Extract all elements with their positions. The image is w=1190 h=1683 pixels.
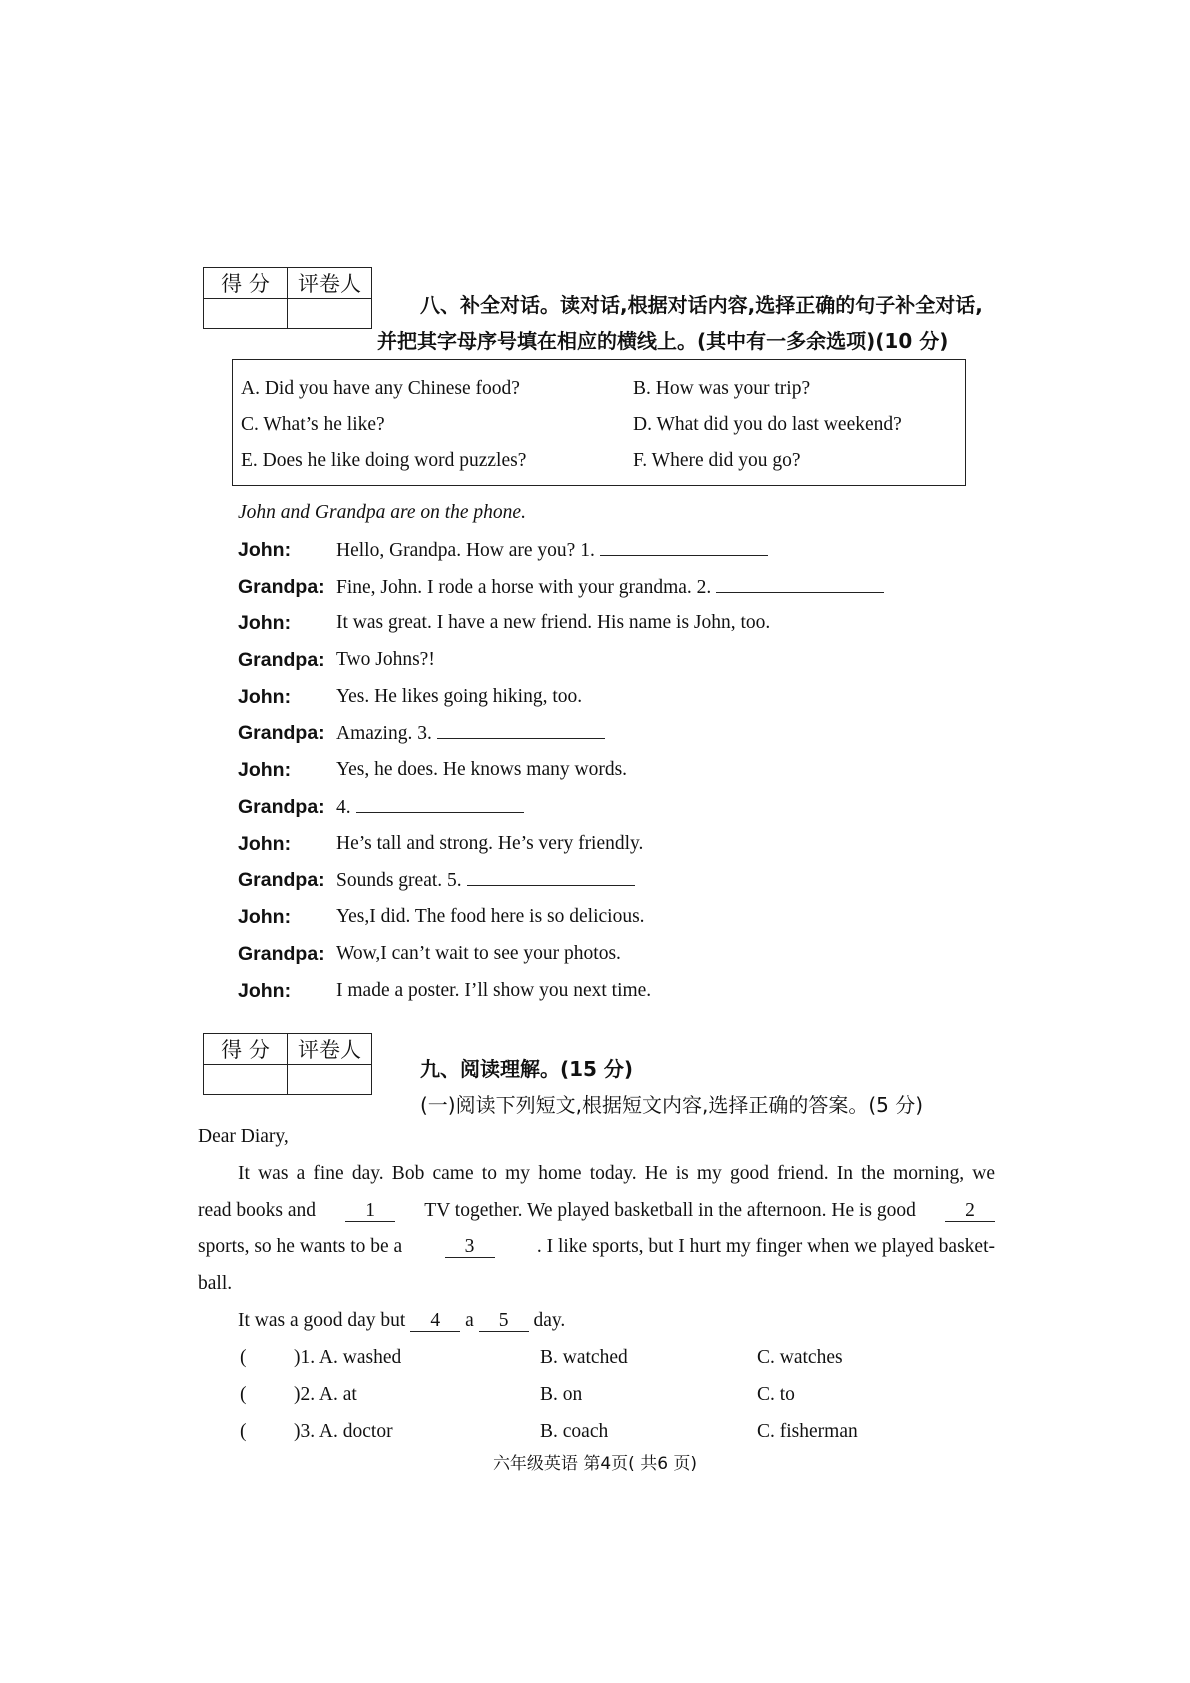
score-box-section9 (203, 1033, 372, 1095)
gap-1[interactable]: 1 (345, 1201, 395, 1222)
passage-text: a (465, 1310, 474, 1331)
option-d: D. What did you do last weekend? (633, 414, 902, 435)
answer-blank-4[interactable] (356, 796, 524, 813)
passage-text: TV together. We played basketball in the afternoon. He is good (424, 1200, 916, 1221)
dialogue-line (336, 796, 524, 819)
dialogue-text: Fine, John. I rode a horse with your grandma. 2. (336, 577, 712, 598)
section8-title: 八、补全对话。读对话,根据对话内容,选择正确的句子补全对话, (420, 293, 983, 317)
dialogue-text: 4. (336, 797, 351, 818)
gap-2[interactable]: 2 (945, 1201, 995, 1222)
question-option-a: )3. A. doctor (294, 1421, 393, 1442)
grader-label: 评卷人 (288, 268, 372, 299)
option-f: F. Where did you go? (633, 450, 801, 471)
dialogue-line (336, 576, 884, 599)
passage-text: read books and (198, 1200, 317, 1221)
dialogue-text: He’s tall and strong. He’s very friendly. (336, 833, 644, 854)
speaker: Grandpa: (238, 722, 325, 744)
speaker: John: (238, 759, 292, 781)
question-option-b: B. coach (540, 1421, 609, 1442)
dialogue-text: Amazing. 3. (336, 723, 432, 744)
speaker: Grandpa: (238, 576, 325, 598)
score-field[interactable] (204, 299, 288, 329)
answer-paren[interactable]: ( (240, 1421, 247, 1442)
dialogue-context: John and Grandpa are on the phone. (238, 502, 526, 523)
gap-3[interactable]: 3 (445, 1237, 495, 1258)
dialogue-text: Yes, he does. He knows many words. (336, 759, 628, 780)
speaker: John: (238, 539, 292, 561)
page-footer: 六年级英语 第4页( 共6 页) (492, 1454, 698, 1474)
passage-text: It was a good day but (238, 1310, 406, 1331)
options-box (232, 359, 966, 486)
speaker: John: (238, 612, 292, 634)
score-box-section8 (203, 267, 372, 329)
answer-blank-2[interactable] (716, 576, 884, 593)
option-b: B. How was your trip? (633, 378, 811, 399)
dialogue-text: Yes,I did. The food here is so delicious. (336, 906, 645, 927)
dialogue-text: Two Johns?! (336, 649, 435, 670)
grader-label: 评卷人 (288, 1034, 372, 1065)
speaker: Grandpa: (238, 796, 325, 818)
speaker: John: (238, 686, 292, 708)
salutation: Dear Diary, (198, 1126, 289, 1147)
passage-text: day. (533, 1310, 566, 1331)
score-field[interactable] (204, 1065, 288, 1095)
speaker: Grandpa: (238, 869, 325, 891)
dialogue-text: Hello, Grandpa. How are you? 1. (336, 540, 595, 561)
passage-line-4: ball. (198, 1273, 233, 1294)
passage-text: . I like sports, but I hurt my finger when we played basket- (536, 1236, 995, 1257)
answer-blank-3[interactable] (437, 722, 605, 739)
dialogue-line (336, 869, 635, 892)
speaker: John: (238, 833, 292, 855)
dialogue-text: It was great. I have a new friend. His name is John, too. (336, 612, 771, 633)
speaker: John: (238, 906, 292, 928)
question-option-b: B. watched (540, 1347, 628, 1368)
gap-5[interactable]: 5 (479, 1311, 529, 1332)
score-label: 得 分 (204, 268, 288, 299)
passage-line-2 (198, 1200, 995, 1222)
passage-line-5 (238, 1310, 565, 1332)
dialogue-line (336, 722, 605, 745)
question-option-b: B. on (540, 1384, 583, 1405)
speaker: Grandpa: (238, 943, 325, 965)
grader-field[interactable] (288, 299, 372, 329)
answer-paren[interactable]: ( (240, 1347, 247, 1368)
question-option-a: )1. A. washed (294, 1347, 402, 1368)
dialogue-text: Wow,I can’t wait to see your photos. (336, 943, 621, 964)
speaker: Grandpa: (238, 649, 325, 671)
passage-text: sports, so he wants to be a (198, 1236, 403, 1257)
grader-field[interactable] (288, 1065, 372, 1095)
gap-4[interactable]: 4 (410, 1311, 460, 1332)
option-a: A. Did you have any Chinese food? (241, 378, 520, 399)
section9-subtitle: (一)阅读下列短文,根据短文内容,选择正确的答案。(5 分) (420, 1093, 924, 1117)
dialogue-line (336, 539, 768, 562)
question-option-c: C. watches (757, 1347, 843, 1368)
section9-title: 九、阅读理解。(15 分) (420, 1057, 634, 1081)
option-c: C. What’s he like? (241, 414, 385, 435)
dialogue-text: Yes. He likes going hiking, too. (336, 686, 583, 707)
answer-blank-1[interactable] (600, 539, 768, 556)
answer-paren[interactable]: ( (240, 1384, 247, 1405)
passage-line-1: It was a fine day. Bob came to my home today. He is my good friend. In the morning, we (238, 1163, 995, 1184)
dialogue-text: I made a poster. I’ll show you next time. (336, 980, 652, 1001)
question-option-c: C. fisherman (757, 1421, 858, 1442)
section8-title-line2: 并把其字母序号填在相应的横线上。(其中有一多余选项)(10 分) (377, 329, 949, 353)
answer-blank-5[interactable] (467, 869, 635, 886)
question-option-a: )2. A. at (294, 1384, 357, 1405)
dialogue-text: Sounds great. 5. (336, 870, 462, 891)
option-e: E. Does he like doing word puzzles? (241, 450, 527, 471)
score-label: 得 分 (204, 1034, 288, 1065)
question-option-c: C. to (757, 1384, 795, 1405)
passage-line-3 (198, 1236, 995, 1258)
speaker: John: (238, 980, 292, 1002)
